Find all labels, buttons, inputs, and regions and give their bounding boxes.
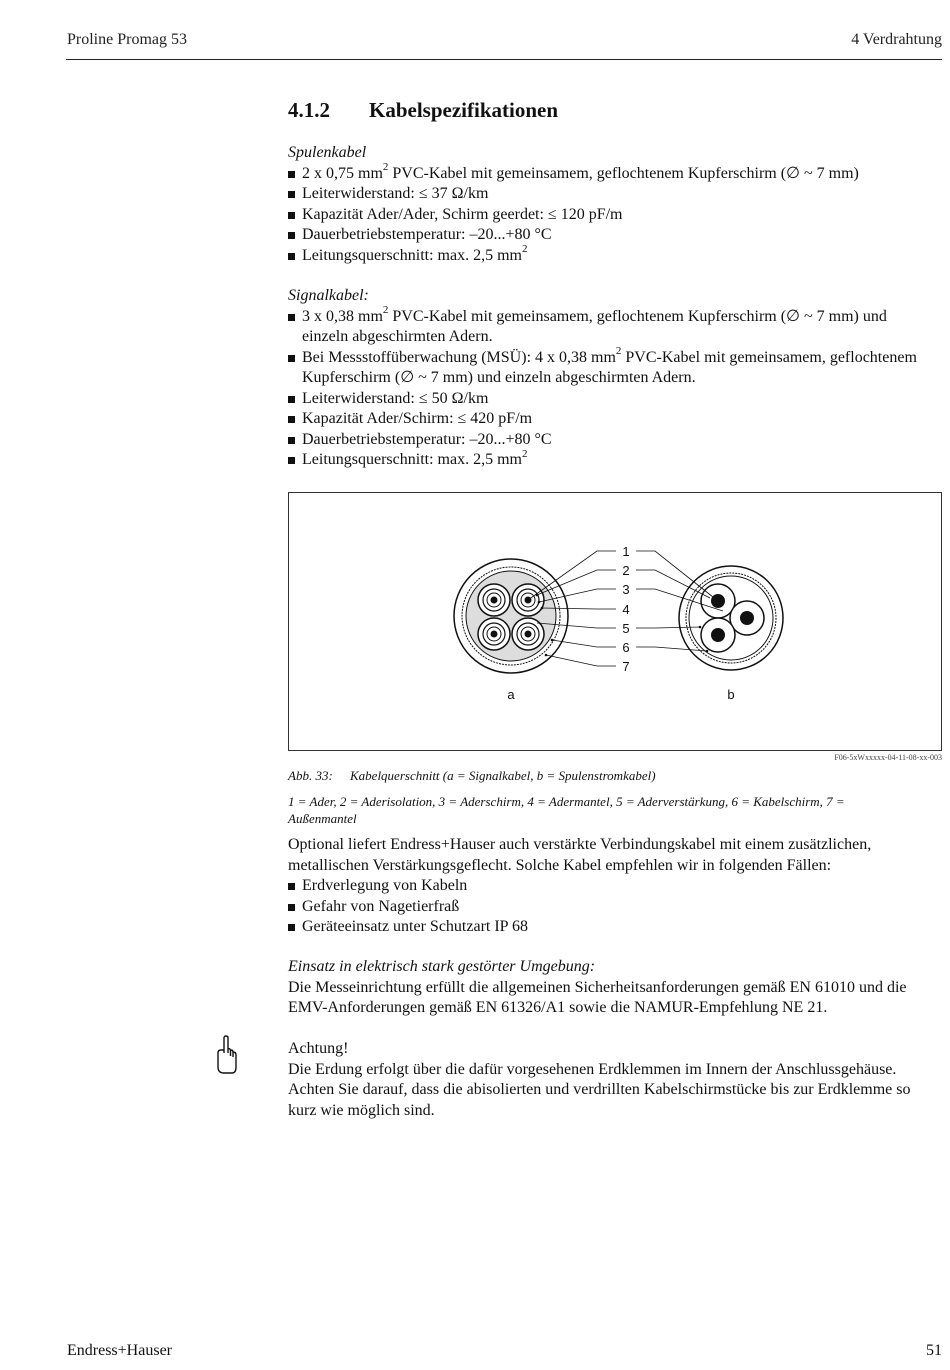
list-item: Erdverlegung von Kabeln: [288, 876, 908, 897]
fig-label-7: 7: [622, 659, 630, 674]
section-number: 4.1.2: [288, 98, 330, 122]
list-item: Kapazität Ader/Ader, Schirm geerdet: ≤ 120 pF/m: [288, 205, 943, 226]
signalkabel-list: [288, 304, 928, 471]
cable-cross-section-figure: [288, 492, 942, 751]
list-item: Dauerbetriebstemperatur: –20...+80 °C: [288, 430, 928, 451]
list-item: Dauerbetriebstemperatur: –20...+80 °C: [288, 225, 943, 246]
list-item: 2 x 0,75 $mm^2$ PVC-Kabel mit gemeinsamem, geflochtenem Kupferschirm (∅ ~ 7 mm): [288, 164, 943, 185]
spulenkabel-list: [288, 161, 943, 267]
optional-block: [288, 835, 908, 938]
note-title: Achtung!: [288, 1040, 349, 1057]
spulenkabel-heading: Spulenkabel: [288, 144, 367, 161]
fig-label-5: 5: [622, 621, 630, 636]
list-item: 3 x 0,38 $mm^2$ PVC-Kabel mit gemeinsamem, geflochtenem Kupferschirm (∅ ~ 7 mm) und einzeln abgeschirmten Adern.: [288, 307, 928, 348]
list-item: Geräteeinsatz unter Schutzart IP 68: [288, 917, 908, 938]
figure-legend: 1 = Ader, 2 = Aderisolation, 3 = Aderschirm, 4 = Adermantel, 5 = Aderverstärkung, 6 = Kabelschirm, 7 = Außenmantel: [288, 794, 845, 826]
optional-paragraph: Optional liefert Endress+Hauser auch verstärkte Verbindungskabel mit einem zusätzlichen, metallischen Verstärkungsgeflecht. Solche Kabel empfehlen wir in folgenden Fällen:: [288, 836, 872, 874]
fig-label-2: 2: [622, 563, 630, 578]
cable-diagram: [289, 493, 941, 750]
figure-id: F06-5xWxxxxx-04-11-08-xx-003: [834, 753, 942, 762]
einsatz-paragraph: Die Messeinrichtung erfüllt die allgemeinen Sicherheitsanforderungen gemäß EN 61010 und die EMV-Anforderungen gemäß EN 61326/A1 sowie die NAMUR-Empfehlung NE 21.: [288, 978, 907, 1016]
list-item: Gefahr von Nagetierfraß: [288, 897, 908, 918]
note-block: [288, 1039, 938, 1121]
header-product-name: Proline Promag 53: [67, 31, 187, 48]
fig-label-b: b: [727, 687, 735, 702]
coil-cable-b: [679, 566, 783, 670]
caption-number: Abb. 33:: [288, 768, 333, 783]
list-item: Leitungsquerschnitt: max. 2,5 $mm^2$: [288, 246, 943, 267]
list-item: Leiterwiderstand: ≤ 37 Ω/km: [288, 184, 943, 205]
einsatz-heading: Einsatz in elektrisch stark gestörter Umgebung:: [288, 958, 596, 975]
list-item: Leiterwiderstand: ≤ 50 Ω/km: [288, 389, 928, 410]
fig-label-1: 1: [622, 544, 630, 559]
caption-text: Kabelquerschnitt (a = Signalkabel, b = Spulenstromkabel): [350, 768, 656, 783]
note-text: Die Erdung erfolgt über die dafür vorgesehenen Erdklemmen im Innern der Anschlussgehäuse. Achten Sie darauf, dass die abisolierten und verdrillten Kabelschirmstücke bis zur Erdklemme so kurz wie möglich sind.: [288, 1060, 911, 1119]
footer-company: Endress+Hauser: [67, 1342, 172, 1359]
fig-label-6: 6: [622, 640, 630, 655]
page-number: 51: [926, 1342, 942, 1359]
core-1: [478, 584, 510, 616]
einsatz-block: [288, 957, 938, 1019]
signalkabel-heading: Signalkabel:: [288, 287, 369, 304]
section-title: [288, 98, 558, 123]
core-3: [478, 618, 510, 650]
fig-label-a: a: [507, 687, 515, 702]
list-item: Leitungsquerschnitt: max. 2,5 $mm^2$: [288, 450, 928, 471]
pointing-hand-icon: [214, 1035, 240, 1075]
signalkabel-block: [288, 286, 928, 471]
header-rule: [66, 59, 942, 60]
figure-caption: [288, 768, 656, 784]
list-item: Kapazität Ader/Schirm: ≤ 420 pF/m: [288, 409, 928, 430]
list-item: Bei Messstoffüberwachung (MSÜ): 4 x 0,38 $mm^2$ PVC-Kabel mit gemeinsamem, geflochtenem Kupferschirm (∅ ~ 7 mm) und einzeln abgeschirmten Adern.: [288, 348, 928, 389]
fig-label-3: 3: [622, 582, 630, 597]
fig-label-4: 4: [622, 602, 630, 617]
section-title-text: Kabelspezifikationen: [369, 98, 559, 122]
optional-list: [288, 876, 908, 938]
header-chapter: 4 Verdrahtung: [851, 31, 942, 48]
spulenkabel-block: [288, 143, 943, 266]
